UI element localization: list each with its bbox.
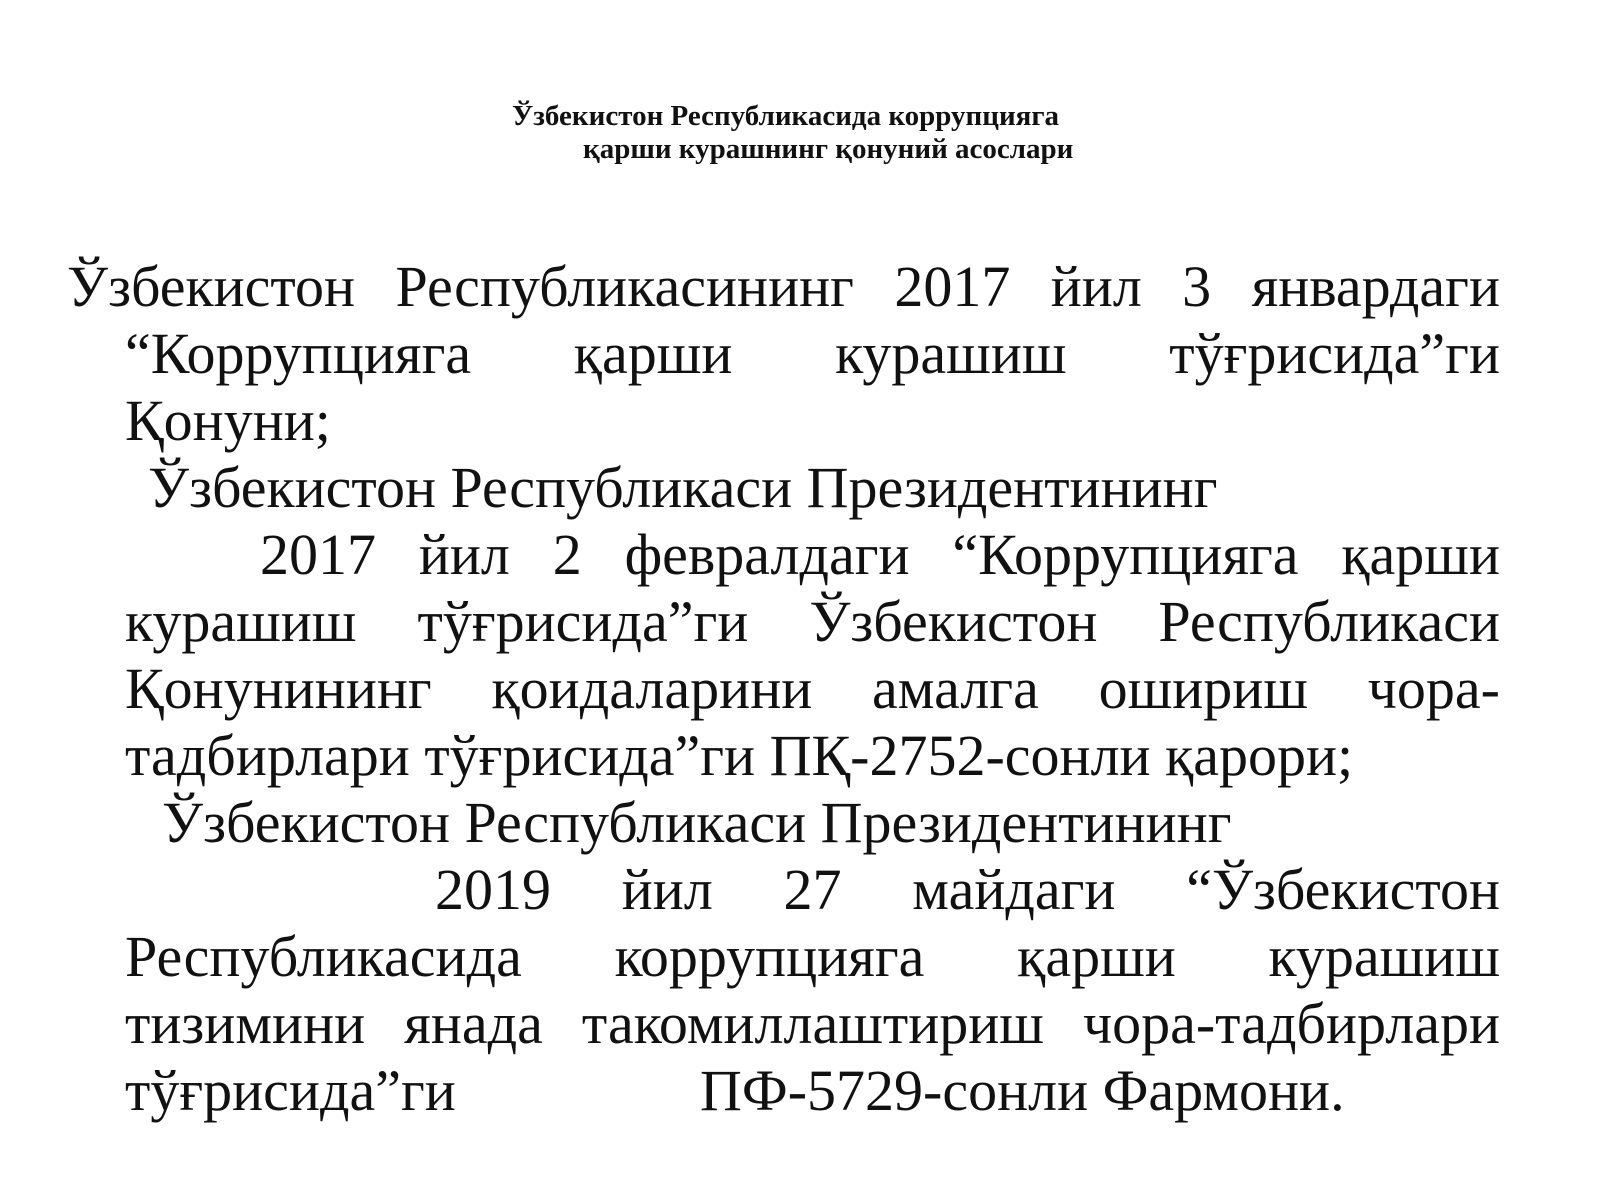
- list-item-line: Ўзбекистон Республикасининг 2017 йил 3 январдаги: [67, 254, 1500, 319]
- list-item-line: тадбирлари тўғрисида”ги ПҚ-2752-сонли қарори;: [125, 723, 1354, 788]
- list-item-line: 2019 йил 27 майдаги “Ўзбекистон: [435, 857, 1500, 922]
- list-item-line: ПФ-5729-сонли Фармони.: [700, 1058, 1345, 1123]
- title-line-2: қарши курашнинг қонуний асослари: [583, 133, 1074, 165]
- list-item-line: 2017 йил 2 февралдаги “Коррупцияга қарши: [260, 522, 1500, 587]
- title-line-1: Ўзбекистон Республикасида коррупцияга: [512, 100, 1060, 132]
- list-item-line: Ўзбекистон Республикаси Президентининг: [162, 790, 1232, 855]
- list-item-line: “Коррупцияга қарши курашиш тўғрисида”ги: [125, 321, 1500, 386]
- list-item-line: Қонунининг қоидаларини амалга ошириш чора-: [125, 656, 1500, 721]
- list-item-line: Ўзбекистон Республикаси Президентининг: [148, 455, 1218, 520]
- list-item-line: тизимини янада такомиллаштириш чора-тадбирлари: [125, 991, 1500, 1056]
- list-item-line: Қонуни;: [125, 388, 331, 453]
- list-item-line: тўғрисида”ги: [125, 1058, 456, 1123]
- list-item-line: Республикасида коррупцияга қарши курашиш: [125, 924, 1500, 989]
- list-item-line: курашиш тўғрисида”ги Ўзбекистон Республикаси: [125, 589, 1500, 654]
